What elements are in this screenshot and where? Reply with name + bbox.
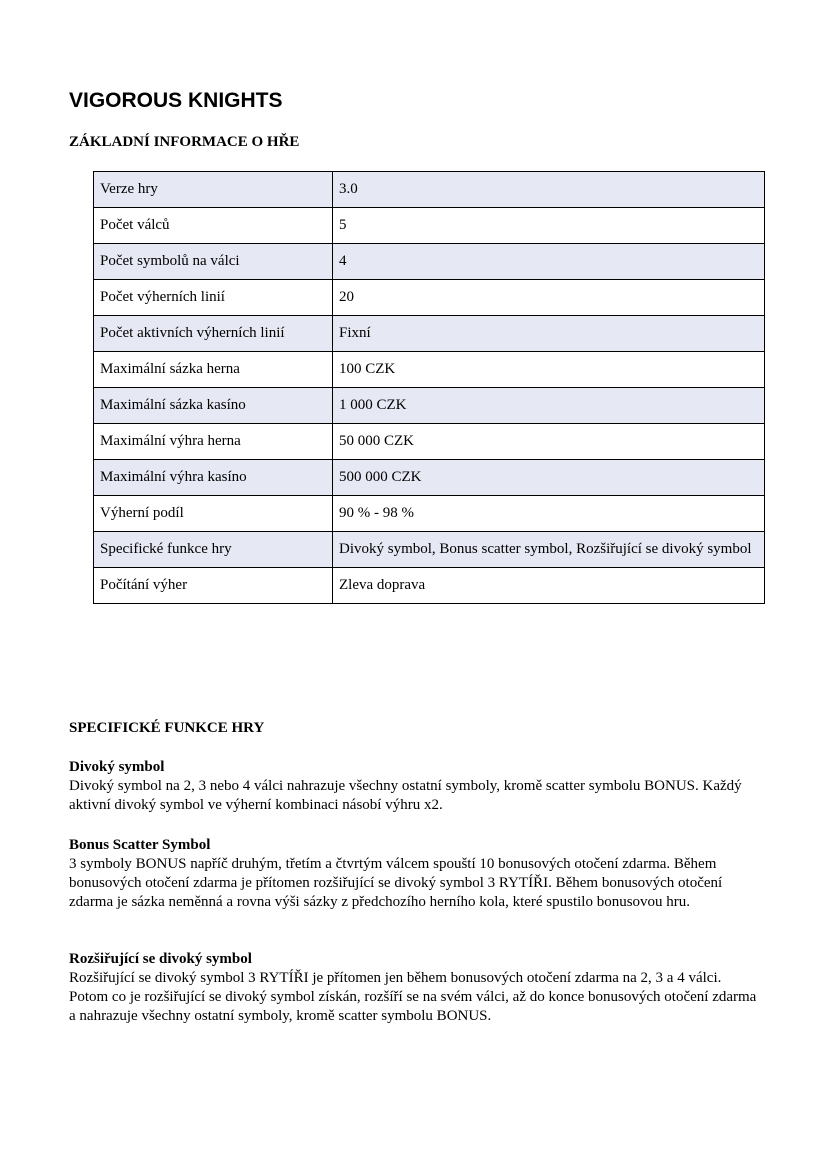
row-value: 1 000 CZK (333, 388, 765, 424)
row-value: 100 CZK (333, 352, 765, 388)
basic-info-heading: ZÁKLADNÍ INFORMACE O HŘE (69, 134, 300, 150)
row-value: 4 (333, 244, 765, 280)
row-value: 3.0 (333, 172, 765, 208)
row-label: Verze hry (94, 172, 333, 208)
row-label: Specifické funkce hry (94, 532, 333, 568)
feature-title: Bonus Scatter Symbol (69, 837, 211, 853)
row-label: Počítání výher (94, 568, 333, 604)
feature-expanding-wild (69, 950, 759, 1026)
feature-text: Divoký symbol na 2, 3 nebo 4 válci nahrazuje všechny ostatní symboly, kromě scatter symbolu BONUS. Každý aktivní divoký symbol ve výherní kombinaci násobí výhru x2. (69, 778, 742, 813)
feature-title: Divoký symbol (69, 759, 165, 775)
row-value: 50 000 CZK (333, 424, 765, 460)
table-row (94, 280, 765, 316)
row-label: Výherní podíl (94, 496, 333, 532)
row-value: Fixní (333, 316, 765, 352)
table-row (94, 172, 765, 208)
row-label: Maximální výhra kasíno (94, 460, 333, 496)
row-value: 90 % - 98 % (333, 496, 765, 532)
row-label: Počet aktivních výherních linií (94, 316, 333, 352)
table-row (94, 568, 765, 604)
table-row (94, 208, 765, 244)
row-label: Maximální sázka herna (94, 352, 333, 388)
row-label: Maximální výhra herna (94, 424, 333, 460)
table-row (94, 424, 765, 460)
row-label: Počet symbolů na válci (94, 244, 333, 280)
table-row (94, 532, 765, 568)
table-row (94, 244, 765, 280)
feature-text: Rozšiřující se divoký symbol 3 RYTÍŘI je přítomen jen během bonusových otočení zdarma na 2, 3 a 4 válci. Potom co je rozšiřující se divoký symbol získán, rozšíří se na svém válci, až do konce bonusových otočení zdarma a nahrazuje všechny ostatní symboly, kromě scatter symbolu BONUS. (69, 970, 757, 1024)
document-title: VIGOROUS KNIGHTS (69, 89, 283, 112)
feature-text: 3 symboly BONUS napříč druhým, třetím a čtvrtým válcem spouští 10 bonusových otočení zdarma. Během bonusových otočení zdarma je přítomen rozšiřující se divoký symbol 3 RYTÍŘI. Během bonusových otočení zdarma je sázka neměnná a rovna výši sázky z předchozího herního kola, které spustilo bonusovou hru. (69, 856, 723, 910)
table-row (94, 496, 765, 532)
row-label: Počet válců (94, 208, 333, 244)
feature-title: Rozšiřující se divoký symbol (69, 951, 252, 967)
row-value: Divoký symbol, Bonus scatter symbol, Rozšiřující se divoký symbol (333, 532, 765, 568)
table-row (94, 460, 765, 496)
feature-wild-symbol (69, 758, 759, 815)
table-row (94, 352, 765, 388)
row-label: Počet výherních linií (94, 280, 333, 316)
row-value: 20 (333, 280, 765, 316)
game-info-table (93, 171, 765, 604)
row-label: Maximální sázka kasíno (94, 388, 333, 424)
table-row (94, 316, 765, 352)
row-value: 500 000 CZK (333, 460, 765, 496)
row-value: Zleva doprava (333, 568, 765, 604)
features-heading: SPECIFICKÉ FUNKCE HRY (69, 720, 265, 736)
table-row (94, 388, 765, 424)
feature-bonus-scatter (69, 836, 759, 912)
row-value: 5 (333, 208, 765, 244)
